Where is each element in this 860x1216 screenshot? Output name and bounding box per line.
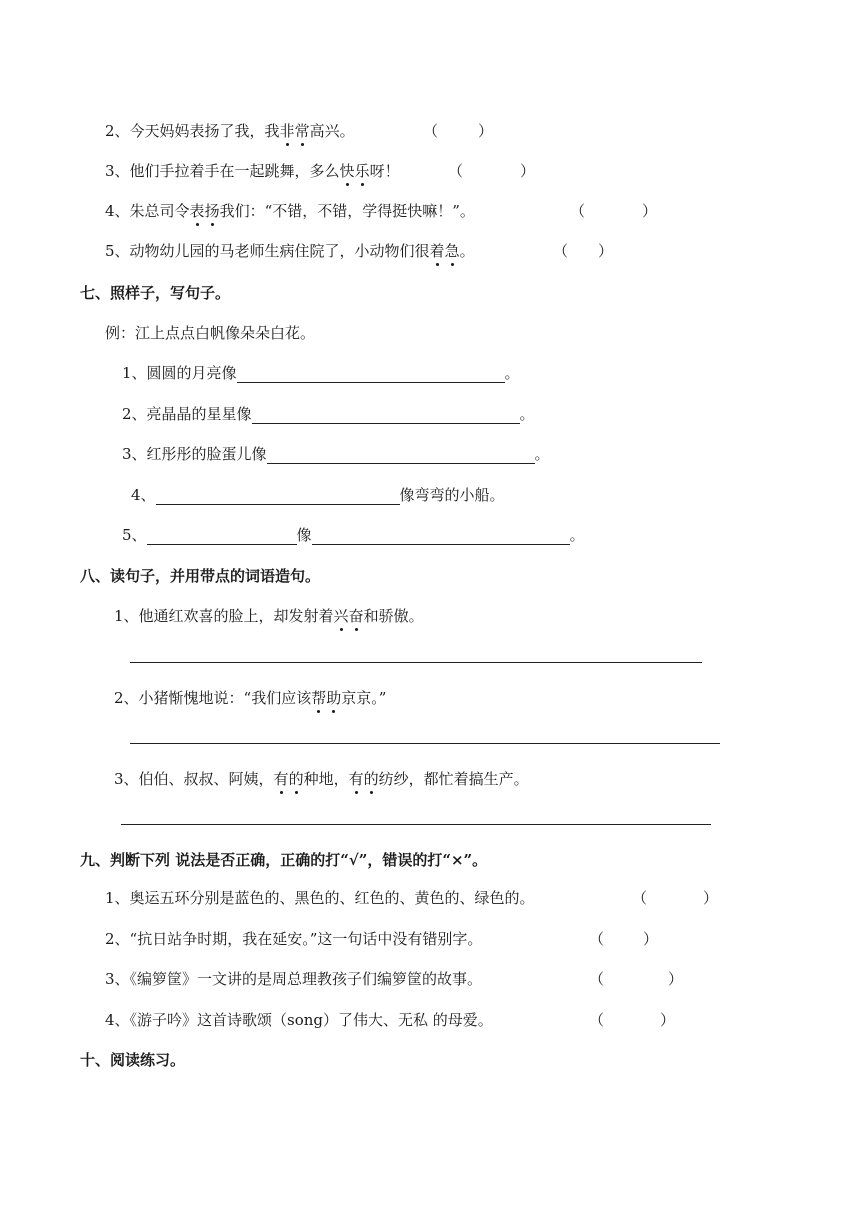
answer-paren-close: ） xyxy=(642,202,658,220)
answer-paren-close: ） xyxy=(598,242,614,260)
s8-question-3: 3、伯伯、叔叔、阿姨，有的种地，有的纺纱，都忙着搞生产。 xyxy=(114,770,529,788)
section-9-heading: 九、判断下列 说法是否正确，正确的打“√”，错误的打“×”。 xyxy=(80,851,488,869)
s7-question-4: 4、 像弯弯的小船。 xyxy=(131,486,505,504)
answer-paren-close: ） xyxy=(660,1011,676,1029)
s6-question-5: 5、动物幼儿园的马老师生病住院了，小动物们很着急。 xyxy=(105,242,475,260)
answer-paren-open: （ xyxy=(448,162,464,180)
s9-question-3: 3、《编箩筐》一文讲的是周总理教孩子们编箩筐的故事。 xyxy=(105,970,483,988)
answer-paren-close: ） xyxy=(520,162,536,180)
answer-line[interactable] xyxy=(130,662,702,663)
section-7-heading: 七、照样子，写句子。 xyxy=(80,284,231,302)
answer-paren-close: ） xyxy=(668,970,684,988)
answer-paren-open: （ xyxy=(589,1011,605,1029)
s7-example: 例：江上点点白帆像朵朵白花。 xyxy=(105,324,316,342)
answer-paren-close: ） xyxy=(478,122,494,140)
answer-blank[interactable] xyxy=(312,528,570,545)
s7-question-5: 5、 像 。 xyxy=(122,526,585,544)
s7-question-1: 1、圆圆的月亮像 。 xyxy=(122,364,520,382)
answer-paren-close: ） xyxy=(643,930,659,948)
answer-line[interactable] xyxy=(130,743,720,744)
s6-question-3: 3、他们手拉着手在一起跳舞，多么快乐呀！ xyxy=(105,162,400,180)
s6-question-2: 2、今天妈妈表扬了我，我非常高兴。 xyxy=(105,122,355,140)
answer-paren-open: （ xyxy=(632,889,648,907)
answer-paren-open: （ xyxy=(589,970,605,988)
answer-blank[interactable] xyxy=(147,528,297,545)
answer-paren-close: ） xyxy=(703,889,719,907)
answer-blank[interactable] xyxy=(267,447,535,464)
answer-line[interactable] xyxy=(121,824,711,825)
s9-question-1: 1、奥运五环分别是蓝色的、黑色的、红色的、黄色的、绿色的。 xyxy=(105,889,535,907)
s9-question-2: 2、“抗日站争时期，我在延安。”这一句话中没有错别字。 xyxy=(105,930,483,948)
section-10-heading: 十、阅读练习。 xyxy=(80,1051,186,1069)
answer-blank[interactable] xyxy=(252,407,520,424)
answer-blank[interactable] xyxy=(156,488,400,505)
s9-question-4: 4、《游子吟》这首诗歌颂（song）了伟大、无私 的母爱。 xyxy=(105,1011,493,1029)
section-8-heading: 八、读句子，并用带点的词语造句。 xyxy=(80,567,321,585)
s7-question-2: 2、亮晶晶的星星像 。 xyxy=(122,405,535,423)
s6-question-4: 4、朱总司令表扬我们：“不错，不错，学得挺快嘛！”。 xyxy=(105,202,475,220)
s7-question-3: 3、红彤彤的脸蛋儿像 。 xyxy=(122,445,550,463)
answer-paren-open: （ xyxy=(589,930,605,948)
answer-paren-open: （ xyxy=(570,202,586,220)
answer-blank[interactable] xyxy=(237,366,505,383)
s8-question-2: 2、小猪惭愧地说：“我们应该帮助京京。” xyxy=(114,689,387,707)
answer-paren-open: （ xyxy=(553,242,569,260)
answer-paren-open: （ xyxy=(423,122,439,140)
s8-question-1: 1、他通红欢喜的脸上，却发射着兴奋和骄傲。 xyxy=(114,607,424,625)
